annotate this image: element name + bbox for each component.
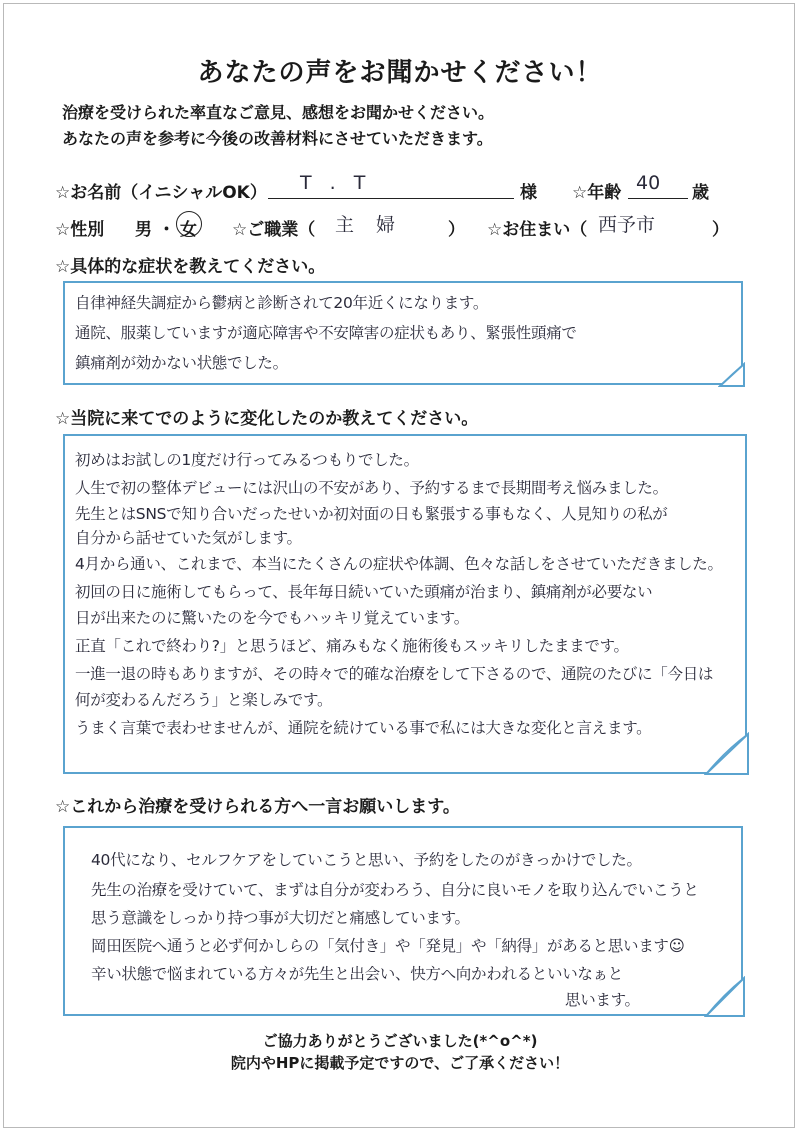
section-symptoms-box <box>63 281 743 385</box>
change-line-5: 4月から通い、これまで、本当にたくさんの症状や体調、色々な話しをさせていただきました。 <box>75 555 723 573</box>
job-close: ） <box>448 220 465 240</box>
change-line-10: 何が変わるんだろう」と楽しみです。 <box>75 691 333 709</box>
section-message-box <box>63 826 743 1016</box>
message-line-1: 40代になり、セルフケアをしていこうと思い、予約をしたのがきっかけでした。 <box>91 851 642 869</box>
job-label: ☆ご職業（ <box>232 220 316 240</box>
change-line-1: 初めはお試しの1度だけ行ってみるつもりでした。 <box>75 451 419 469</box>
page-title: あなたの声をお聞かせください！ <box>197 58 603 88</box>
section-symptoms-label: ☆具体的な症状を教えてください。 <box>55 257 326 277</box>
page-curl-icon <box>704 732 750 776</box>
change-line-7: 日が出来たのに驚いたのを今でもハッキリ覚えています。 <box>75 609 469 627</box>
intro-line-1: 治療を受けられた率直なご意見、感想をお聞かせください。 <box>62 103 495 122</box>
sama-label: 様 <box>520 183 537 203</box>
gender-separator: ・ <box>158 220 175 240</box>
change-line-8: 正直「これで終わり?」と思うほど、痛みもなく施術後もスッキリしたままです。 <box>75 637 629 655</box>
change-line-4: 自分から話せていた気がします。 <box>75 529 302 547</box>
change-line-9: 一進一退の時もありますが、その時々で的確な治療をして下さるので、通院のたびに「今日は <box>75 665 714 683</box>
section-change-label: ☆当院に来てでのように変化したのか教えてください。 <box>55 409 479 429</box>
address-label: ☆お住まい（ <box>487 220 588 240</box>
message-line-4: 岡田医院へ通うと必ず何かしらの「気付き」や「発見」や「納得」があると思います☺ <box>91 937 685 955</box>
footer-notice: 院内やHPに掲載予定ですので、ご了承ください！ <box>230 1054 570 1072</box>
message-line-3: 思う意識をしっかり持つ事が大切だと痛感しています。 <box>91 909 470 927</box>
section-change-box <box>63 434 747 774</box>
message-line-6: 思います。 <box>565 991 640 1009</box>
age-value: 40 <box>636 172 661 194</box>
job-value: 主 婦 <box>335 214 404 236</box>
footer-thanks: ご協力ありがとうございました(*^o^*) <box>262 1032 538 1050</box>
gender-male: 男 <box>135 220 152 240</box>
gender-female: 女 <box>180 220 197 240</box>
age-label: ☆年齢 <box>572 183 622 203</box>
change-line-2: 人生で初の整体デビューには沢山の不安があり、予約するまで長期間考え悩みました。 <box>75 479 668 497</box>
gender-label: ☆性別 <box>55 220 105 240</box>
symptom-line-1: 自律神経失調症から鬱病と診断されて20年近くになります。 <box>75 294 489 312</box>
page-curl-icon <box>704 976 746 1018</box>
page-curl-icon <box>718 362 746 388</box>
symptom-line-3: 鎮痛剤が効かない状態でした。 <box>75 354 288 372</box>
name-value: T . T <box>300 172 372 194</box>
age-unit: 歳 <box>692 183 709 203</box>
change-line-11: うまく言葉で表わせませんが、通院を続けている事で私には大きな変化と言えます。 <box>75 719 652 737</box>
intro-line-2: あなたの声を参考に今後の改善材料にさせていただきます。 <box>62 129 493 148</box>
symptom-line-2: 通院、服薬していますが適応障害や不安障害の症状もあり、緊張性頭痛で <box>75 324 577 342</box>
name-label: ☆お名前（イニシャルOK） <box>55 183 267 203</box>
name-underline <box>268 198 514 199</box>
age-underline <box>628 198 688 199</box>
message-line-2: 先生の治療を受けていて、まずは自分が変わろう、自分に良いモノを取り込んでいこうと <box>91 881 699 899</box>
address-close: ） <box>712 220 729 240</box>
change-line-6: 初回の日に施術してもらって、長年毎日続いていた頭痛が治まり、鎮痛剤が必要ない <box>75 583 653 601</box>
section-message-label: ☆これから治療を受けられる方へ一言お願いします。 <box>55 797 460 817</box>
address-value: 西予市 <box>598 214 656 236</box>
change-line-3: 先生とはSNSで知り合いだったせいか初対面の日も緊張する事もなく、人見知りの私が <box>75 505 668 523</box>
message-line-5: 辛い状態で悩まれている方々が先生と出会い、快方へ向かわれるといいなぁと <box>91 965 624 983</box>
